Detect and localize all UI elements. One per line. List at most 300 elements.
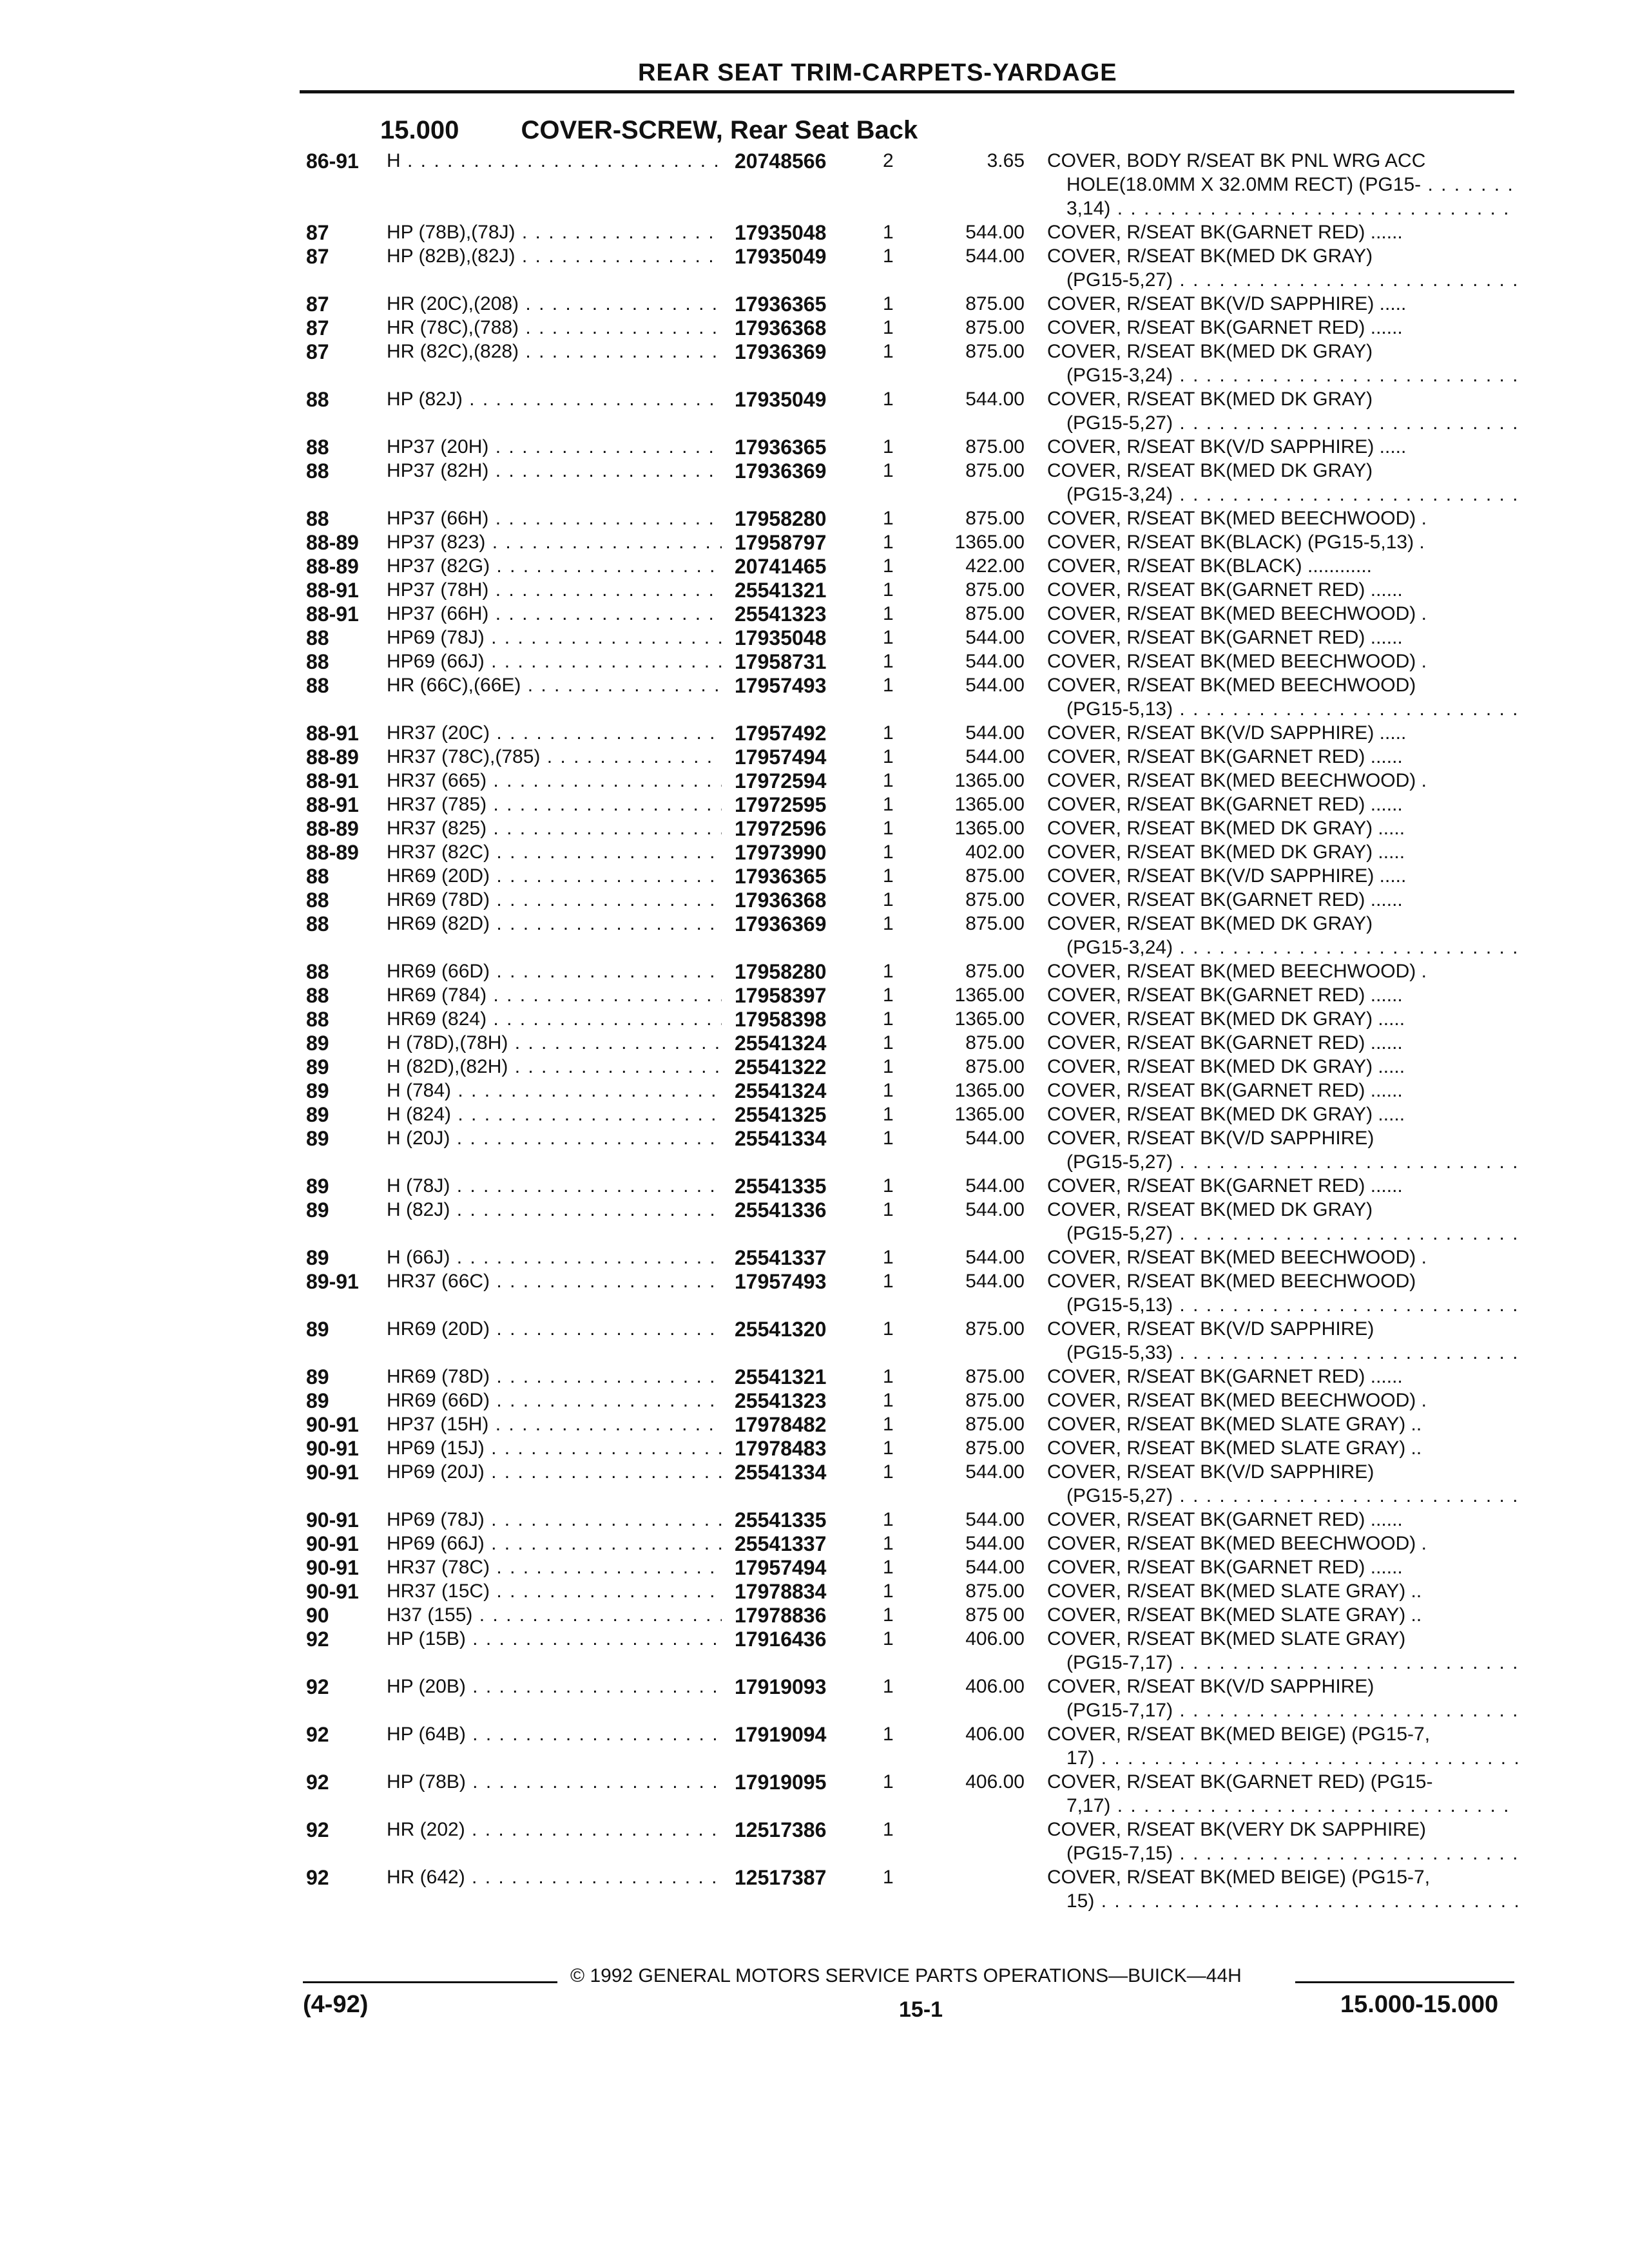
model-year: 87 <box>306 221 329 244</box>
part-number: 17973990 <box>735 841 827 864</box>
price: 544.00 <box>965 722 1025 744</box>
table-row-continuation <box>0 1151 1629 1177</box>
model-code: HR37 (66C) . . . <box>387 1270 722 1293</box>
description: COVER, R/SEAT BK(GARNET RED) ...... <box>1047 746 1403 767</box>
table-row <box>0 388 1629 414</box>
table-row-continuation <box>0 1699 1629 1725</box>
model-code: H (82J) . . . <box>387 1198 722 1222</box>
model-code: HP37 (82H) . . . <box>387 459 722 483</box>
part-number: 17957492 <box>735 722 827 745</box>
model-year: 89 <box>306 1318 329 1341</box>
model-year: 88-91 <box>306 579 359 602</box>
description-continuation: (PG15-5,27) . . . <box>1066 269 1518 292</box>
price: 544.00 <box>965 1557 1025 1578</box>
part-number: 17936365 <box>735 436 827 459</box>
quantity: 1 <box>883 722 894 744</box>
quantity: 1 <box>883 460 894 481</box>
model-year: 90 <box>306 1604 329 1627</box>
price: 1365.00 <box>954 985 1025 1006</box>
part-number: 25541323 <box>735 602 827 626</box>
model-code: HP37 (82G) . . . <box>387 555 722 578</box>
price: 544.00 <box>965 1247 1025 1268</box>
description: COVER, R/SEAT BK(GARNET RED) ...... <box>1047 1366 1403 1387</box>
price: 544.00 <box>965 1509 1025 1530</box>
description: COVER, R/SEAT BK(GARNET RED) (PG15- <box>1047 1771 1433 1792</box>
table-row-continuation <box>0 173 1629 199</box>
model-year: 89 <box>306 1246 329 1269</box>
part-number: 17957493 <box>735 674 827 697</box>
table-row <box>0 674 1629 700</box>
model-year: 87 <box>306 245 329 268</box>
description-continuation: 17) . . . <box>1066 1747 1518 1770</box>
model-year: 88 <box>306 912 329 936</box>
part-number: 17958397 <box>735 984 827 1007</box>
quantity: 1 <box>883 1390 894 1411</box>
part-number: 17978834 <box>735 1580 827 1603</box>
table-row <box>0 650 1629 676</box>
quantity: 1 <box>883 1676 894 1697</box>
description: COVER, R/SEAT BK(MED DK GRAY) ..... <box>1047 818 1405 839</box>
part-number: 17935048 <box>735 626 827 649</box>
model-year: 88 <box>306 674 329 697</box>
model-code: HR37 (20C) . . . <box>387 722 722 745</box>
table-row-continuation <box>0 197 1629 223</box>
quantity: 1 <box>883 675 894 696</box>
part-number: 25541337 <box>735 1532 827 1555</box>
quantity: 1 <box>883 1366 894 1387</box>
model-year: 88 <box>306 960 329 983</box>
description: COVER, R/SEAT BK(MED DK GRAY) <box>1047 913 1373 934</box>
description: COVER, R/SEAT BK(MED BEECHWOOD) . <box>1047 770 1427 791</box>
model-code: HR69 (20D) . . . <box>387 1318 722 1341</box>
description: COVER, R/SEAT BK(MED BEECHWOOD) . <box>1047 961 1427 982</box>
model-year: 89 <box>306 1055 329 1079</box>
price: 1365.00 <box>954 1080 1025 1101</box>
model-code: HR (642) . . . <box>387 1866 722 1889</box>
model-code: HR (78C),(788) . . . <box>387 316 722 340</box>
quantity: 1 <box>883 1032 894 1053</box>
quantity: 1 <box>883 293 894 314</box>
table-row <box>0 1318 1629 1343</box>
quantity: 1 <box>883 1724 894 1745</box>
part-number: 17936368 <box>735 889 827 912</box>
quantity: 1 <box>883 1080 894 1101</box>
model-code: HP (82B),(82J) . . . <box>387 245 722 268</box>
part-number: 25541322 <box>735 1055 827 1079</box>
model-year: 88 <box>306 650 329 673</box>
model-year: 90-91 <box>306 1413 359 1436</box>
table-row <box>0 960 1629 986</box>
table-row <box>0 436 1629 461</box>
price: 875.00 <box>965 961 1025 982</box>
quantity: 1 <box>883 532 894 553</box>
model-year: 88 <box>306 1008 329 1031</box>
description: COVER, R/SEAT BK(MED BEECHWOOD) . <box>1047 651 1427 672</box>
quantity: 1 <box>883 555 894 577</box>
model-year: 88-91 <box>306 722 359 745</box>
model-code: HR (82C),(828) . . . <box>387 340 722 363</box>
table-row-continuation <box>0 1341 1629 1367</box>
price: 406.00 <box>965 1771 1025 1792</box>
quantity: 1 <box>883 1819 894 1840</box>
model-year: 89 <box>306 1175 329 1198</box>
description: COVER, R/SEAT BK(V/D SAPPHIRE) ..... <box>1047 865 1407 887</box>
model-code: H (784) . . . <box>387 1079 722 1102</box>
part-number: 17935049 <box>735 388 827 411</box>
model-code: HP (82J) . . . <box>387 388 722 411</box>
table-row <box>0 1079 1629 1105</box>
price: 875.00 <box>965 1032 1025 1053</box>
footer-rule-left <box>303 1981 557 1983</box>
description: COVER, R/SEAT BK(GARNET RED) ...... <box>1047 1080 1403 1101</box>
price: 544.00 <box>965 746 1025 767</box>
description: COVER, R/SEAT BK(GARNET RED) ...... <box>1047 1175 1403 1196</box>
part-number: 17916436 <box>735 1628 827 1651</box>
quantity: 1 <box>883 603 894 624</box>
model-code: HR69 (78D) . . . <box>387 1365 722 1389</box>
quantity: 1 <box>883 1533 894 1554</box>
model-year: 86-91 <box>306 149 359 173</box>
description-continuation: 15) . . . <box>1066 1890 1518 1913</box>
quantity: 1 <box>883 865 894 887</box>
table-row <box>0 1103 1629 1129</box>
price: 422.00 <box>965 555 1025 577</box>
description: COVER, R/SEAT BK(MED BEECHWOOD) . <box>1047 508 1427 529</box>
table-row <box>0 507 1629 533</box>
model-year: 88 <box>306 889 329 912</box>
description: COVER, R/SEAT BK(BLACK) ............ <box>1047 555 1373 577</box>
price: 875.00 <box>965 1056 1025 1077</box>
quantity: 1 <box>883 436 894 457</box>
table-row-continuation <box>0 1794 1629 1820</box>
description: COVER, R/SEAT BK(MED DK GRAY) <box>1047 389 1373 410</box>
part-number: 17958280 <box>735 960 827 983</box>
table-row <box>0 1175 1629 1200</box>
model-code: HP (64B) . . . <box>387 1723 722 1746</box>
description-continuation: (PG15-5,27) . . . <box>1066 412 1518 435</box>
description: COVER, R/SEAT BK(MED BEIGE) (PG15-7, <box>1047 1867 1431 1888</box>
model-code: HR37 (15C) . . . <box>387 1580 722 1603</box>
price: 1365.00 <box>954 1104 1025 1125</box>
description: COVER, BODY R/SEAT BK PNL WRG ACC <box>1047 150 1426 171</box>
price: 544.00 <box>965 1271 1025 1292</box>
footer-date: (4-92) <box>303 1991 369 2018</box>
table-row <box>0 1866 1629 1892</box>
price: 1365.00 <box>954 770 1025 791</box>
part-number: 17972595 <box>735 793 827 816</box>
description: COVER, R/SEAT BK(V/D SAPPHIRE) <box>1047 1318 1374 1340</box>
table-row-continuation <box>0 412 1629 437</box>
model-year: 92 <box>306 1771 329 1794</box>
quantity: 1 <box>883 794 894 815</box>
description: COVER, R/SEAT BK(MED DK GRAY) <box>1047 341 1373 362</box>
model-year: 88-91 <box>306 602 359 626</box>
model-year: 90-91 <box>306 1437 359 1460</box>
model-year: 87 <box>306 293 329 316</box>
price: 875.00 <box>965 317 1025 338</box>
quantity: 1 <box>883 913 894 934</box>
description: COVER, R/SEAT BK(MED DK GRAY) <box>1047 460 1373 481</box>
model-year: 90-91 <box>306 1556 359 1579</box>
description-continuation: (PG15-5,27) . . . <box>1066 1485 1518 1508</box>
part-number: 25541324 <box>735 1032 827 1055</box>
quantity: 1 <box>883 1271 894 1292</box>
part-number: 17978836 <box>735 1604 827 1627</box>
description: COVER, R/SEAT BK(GARNET RED) ...... <box>1047 579 1403 601</box>
price: 406.00 <box>965 1676 1025 1697</box>
model-code: HR37 (78C) . . . <box>387 1556 722 1579</box>
table-row <box>0 1675 1629 1701</box>
part-number: 17978483 <box>735 1437 827 1460</box>
quantity: 1 <box>883 1437 894 1459</box>
quantity: 1 <box>883 651 894 672</box>
price: 875.00 <box>965 293 1025 314</box>
model-year: 88-89 <box>306 841 359 864</box>
description: COVER, R/SEAT BK(MED DK GRAY) ..... <box>1047 1056 1405 1077</box>
table-row <box>0 1437 1629 1463</box>
table-row <box>0 722 1629 747</box>
model-code: HP69 (66J) . . . <box>387 650 722 673</box>
model-year: 89 <box>306 1079 329 1102</box>
table-row-continuation <box>0 269 1629 294</box>
price: 1365.00 <box>954 818 1025 839</box>
model-code: HP69 (66J) . . . <box>387 1532 722 1555</box>
table-row-continuation <box>0 364 1629 390</box>
quantity: 1 <box>883 1318 894 1340</box>
model-code: HR69 (824) . . . <box>387 1008 722 1031</box>
description: COVER, R/SEAT BK(MED BEECHWOOD) . <box>1047 1533 1427 1554</box>
description: COVER, R/SEAT BK(MED SLATE GRAY) .. <box>1047 1437 1422 1459</box>
part-number: 17958731 <box>735 650 827 673</box>
table-row <box>0 1532 1629 1558</box>
table-row <box>0 579 1629 604</box>
table-row <box>0 1556 1629 1582</box>
quantity: 1 <box>883 841 894 863</box>
table-row <box>0 984 1629 1010</box>
quantity: 1 <box>883 1175 894 1196</box>
description-continuation: (PG15-5,13) . . . <box>1066 698 1518 721</box>
description: COVER, R/SEAT BK(GARNET RED) ...... <box>1047 1557 1403 1578</box>
price: 544.00 <box>965 627 1025 648</box>
price: 875.00 <box>965 460 1025 481</box>
part-number: 17958797 <box>735 531 827 554</box>
quantity: 1 <box>883 961 894 982</box>
table-row <box>0 1008 1629 1033</box>
part-number: 17935048 <box>735 221 827 244</box>
model-code: HP (20B) . . . <box>387 1675 722 1698</box>
description: COVER, R/SEAT BK(MED SLATE GRAY) .. <box>1047 1414 1422 1435</box>
quantity: 1 <box>883 985 894 1006</box>
price: 875.00 <box>965 865 1025 887</box>
table-row-continuation <box>0 1747 1629 1773</box>
quantity: 1 <box>883 508 894 529</box>
model-code: HR69 (20D) . . . <box>387 865 722 888</box>
model-code: HP69 (20J) . . . <box>387 1461 722 1484</box>
model-code: HP37 (78H) . . . <box>387 579 722 602</box>
table-row <box>0 1604 1629 1629</box>
table-row-continuation <box>0 1651 1629 1677</box>
model-code: HR (66C),(66E) . . . <box>387 674 722 697</box>
model-year: 90-91 <box>306 1508 359 1532</box>
model-year: 89 <box>306 1103 329 1126</box>
description: COVER, R/SEAT BK(MED DK GRAY) <box>1047 1199 1373 1220</box>
part-number: 25541324 <box>735 1079 827 1102</box>
quantity: 1 <box>883 1199 894 1220</box>
part-number: 25541321 <box>735 1365 827 1389</box>
model-year: 92 <box>306 1723 329 1746</box>
table-row <box>0 316 1629 342</box>
description-continuation: (PG15-3,24) . . . <box>1066 936 1518 959</box>
part-number: 17957494 <box>735 1556 827 1579</box>
table-row <box>0 1032 1629 1057</box>
quantity: 1 <box>883 627 894 648</box>
description: COVER, R/SEAT BK(V/D SAPPHIRE) <box>1047 1128 1374 1149</box>
description-continuation: (PG15-5,13) . . . <box>1066 1294 1518 1317</box>
description: COVER, R/SEAT BK(V/D SAPPHIRE) ..... <box>1047 436 1407 457</box>
part-number: 17957493 <box>735 1270 827 1293</box>
price: 544.00 <box>965 675 1025 696</box>
model-code: HR37 (78C),(785) . . . <box>387 745 722 769</box>
model-year: 92 <box>306 1866 329 1889</box>
price: 875.00 <box>965 889 1025 910</box>
price: 402.00 <box>965 841 1025 863</box>
model-year: 89 <box>306 1198 329 1222</box>
part-number: 17978482 <box>735 1413 827 1436</box>
description-continuation: (PG15-3,24) . . . <box>1066 364 1518 387</box>
table-row <box>0 1628 1629 1653</box>
quantity: 1 <box>883 1867 894 1888</box>
model-code: HP69 (15J) . . . <box>387 1437 722 1460</box>
model-year: 88 <box>306 436 329 459</box>
table-row <box>0 1246 1629 1272</box>
model-code: H (78D),(78H) . . . <box>387 1032 722 1055</box>
model-code: HR69 (82D) . . . <box>387 912 722 936</box>
description: COVER, R/SEAT BK(GARNET RED) ...... <box>1047 794 1403 815</box>
table-row <box>0 1723 1629 1749</box>
model-year: 88-89 <box>306 817 359 840</box>
description: COVER, R/SEAT BK(MED BEECHWOOD) . <box>1047 603 1427 624</box>
price: 544.00 <box>965 222 1025 243</box>
price: 544.00 <box>965 245 1025 267</box>
table-row-continuation <box>0 698 1629 724</box>
price: 875.00 <box>965 1390 1025 1411</box>
section-number: 15.000 <box>380 116 459 144</box>
price: 875.00 <box>965 1318 1025 1340</box>
quantity: 1 <box>883 1581 894 1602</box>
quantity: 1 <box>883 1008 894 1030</box>
part-number: 25541321 <box>735 579 827 602</box>
model-code: HR69 (66D) . . . <box>387 960 722 983</box>
table-row <box>0 1270 1629 1296</box>
table-row-continuation <box>0 1485 1629 1510</box>
table-row <box>0 817 1629 843</box>
table-row <box>0 531 1629 557</box>
table-row-continuation <box>0 483 1629 509</box>
model-year: 88 <box>306 626 329 649</box>
price: 1365.00 <box>954 1008 1025 1030</box>
model-year: 88-89 <box>306 745 359 769</box>
model-code: H (78J) . . . <box>387 1175 722 1198</box>
quantity: 1 <box>883 579 894 601</box>
model-code: HP37 (66H) . . . <box>387 602 722 626</box>
footer-section-range: 15.000-15.000 <box>1340 1991 1499 2018</box>
model-year: 89 <box>306 1127 329 1150</box>
part-number: 17919095 <box>735 1771 827 1794</box>
part-number: 25541336 <box>735 1198 827 1222</box>
model-code: HR (202) . . . <box>387 1818 722 1841</box>
table-row-continuation <box>0 1222 1629 1248</box>
table-row <box>0 1389 1629 1415</box>
table-row <box>0 1818 1629 1844</box>
price: 544.00 <box>965 1128 1025 1149</box>
description: COVER, R/SEAT BK(VERY DK SAPPHIRE) <box>1047 1819 1426 1840</box>
price: 544.00 <box>965 1461 1025 1483</box>
model-code: H (82D),(82H) . . . <box>387 1055 722 1079</box>
model-year: 88-91 <box>306 793 359 816</box>
model-code: HR69 (78D) . . . <box>387 889 722 912</box>
model-year: 89-91 <box>306 1270 359 1293</box>
description-continuation: (PG15-7,15) . . . <box>1066 1842 1518 1865</box>
price: 875.00 <box>965 1581 1025 1602</box>
model-code: HR37 (82C) . . . <box>387 841 722 864</box>
model-year: 92 <box>306 1818 329 1841</box>
table-row-continuation <box>0 1294 1629 1320</box>
part-number: 17919093 <box>735 1675 827 1698</box>
description: COVER, R/SEAT BK(MED BEECHWOOD) . <box>1047 1390 1427 1411</box>
description-continuation: (PG15-5,33) . . . <box>1066 1341 1518 1365</box>
model-year: 92 <box>306 1628 329 1651</box>
description-continuation: (PG15-5,27) . . . <box>1066 1151 1518 1174</box>
table-row <box>0 889 1629 914</box>
price: 875.00 <box>965 913 1025 934</box>
section-title: COVER-SCREW, Rear Seat Back <box>521 116 918 144</box>
table-row <box>0 769 1629 795</box>
description-continuation: HOLE(18.0MM X 32.0MM RECT) (PG15- . . . <box>1066 173 1518 197</box>
price: 875.00 <box>965 1366 1025 1387</box>
quantity: 1 <box>883 341 894 362</box>
description: COVER, R/SEAT BK(MED SLATE GRAY) .. <box>1047 1581 1422 1602</box>
model-code: HR69 (784) . . . <box>387 984 722 1007</box>
quantity: 1 <box>883 245 894 267</box>
description: COVER, R/SEAT BK(MED BEIGE) (PG15-7, <box>1047 1724 1431 1745</box>
quantity: 1 <box>883 1104 894 1125</box>
description: COVER, R/SEAT BK(MED DK GRAY) ..... <box>1047 841 1405 863</box>
model-year: 88 <box>306 388 329 411</box>
part-number: 17936369 <box>735 340 827 363</box>
table-row <box>0 1055 1629 1081</box>
part-number: 17935049 <box>735 245 827 268</box>
part-number: 25541320 <box>735 1318 827 1341</box>
description-continuation: (PG15-5,27) . . . <box>1066 1222 1518 1245</box>
price: 544.00 <box>965 651 1025 672</box>
model-year: 92 <box>306 1675 329 1698</box>
quantity: 1 <box>883 770 894 791</box>
model-year: 88-89 <box>306 531 359 554</box>
price: 544.00 <box>965 1199 1025 1220</box>
quantity: 1 <box>883 317 894 338</box>
price: 544.00 <box>965 1175 1025 1196</box>
description: COVER, R/SEAT BK(GARNET RED) ...... <box>1047 1509 1403 1530</box>
description-continuation: 7,17) . . . <box>1066 1794 1518 1818</box>
model-year: 88-89 <box>306 555 359 578</box>
table-row <box>0 245 1629 271</box>
part-number: 25541334 <box>735 1127 827 1150</box>
model-code: HR69 (66D) . . . <box>387 1389 722 1412</box>
table-row <box>0 793 1629 819</box>
quantity: 1 <box>883 746 894 767</box>
price: 3.65 <box>987 150 1025 171</box>
table-row <box>0 1365 1629 1391</box>
